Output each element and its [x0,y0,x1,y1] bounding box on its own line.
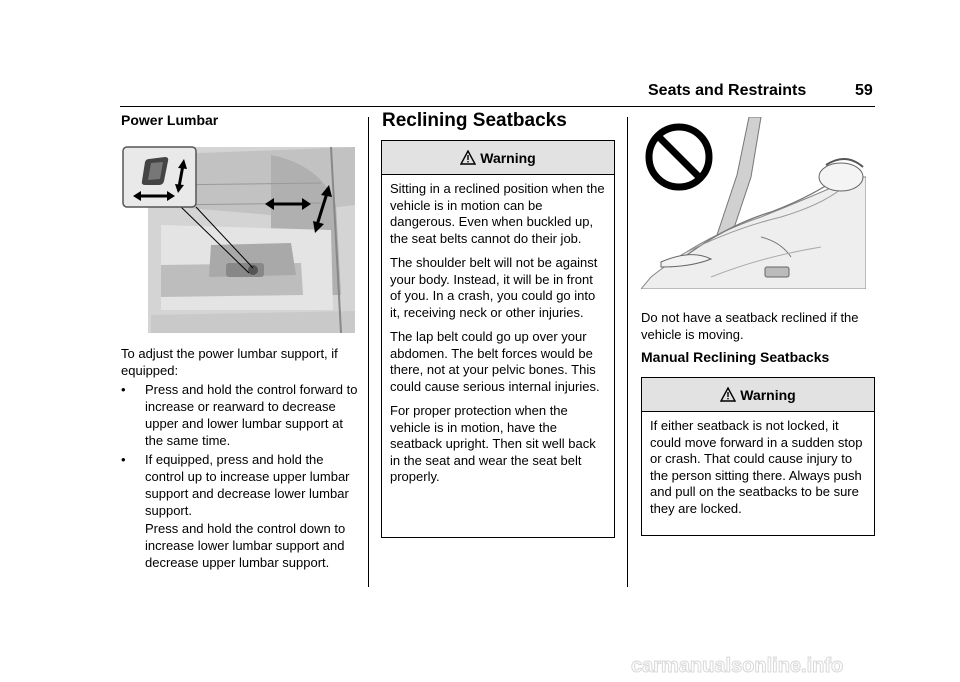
power-lumbar-heading: Power Lumbar [121,112,219,128]
manual-reclining-warning-box [641,377,875,536]
bullet-marker: • [121,452,126,467]
warning-paragraph: The lap belt could go up over your abdomen. The belt forces would be there, not at your pelvic bones. This could cause serious internal injuries. [390,329,600,394]
bullet-text: If equipped, press and hold the control up to increase upper lumbar support and decrease lower lumbar support. [145,452,350,518]
header-rule [120,106,875,107]
power-lumbar-illustration [121,145,355,333]
power-lumbar-note: Press and hold the control down to increase lower lumbar support and decrease upper lumbar support. [145,521,346,570]
reclining-seatbacks-heading: Reclining Seatbacks [382,110,567,131]
warning-label: Warning [480,149,536,166]
column-divider-right [627,117,628,587]
power-lumbar-bullet-1 [121,381,361,449]
running-header-title: Seats and Restraints [648,82,807,99]
page-number: 59 [855,82,873,99]
warning-paragraph: For proper protection when the vehicle is in motion, have the seatback upright. Then sit well back in the seat and wear the seat belt properly. [390,403,596,484]
power-lumbar-intro: To adjust the power lumbar support, if equipped: [121,346,338,378]
power-lumbar-bullet-2 [121,451,361,519]
warning-header [382,141,614,175]
warning-label: Warning [740,386,796,403]
reclining-warning-box [381,140,615,538]
warning-paragraph: Sitting in a reclined position when the vehicle is in motion can be dangerous. Even when buckled up, the seat belts cannot do their job. [390,181,605,246]
reclined-occupant-illustration [641,117,866,289]
column-divider-left [368,117,369,587]
bullet-text: Press and hold the control forward to increase or rearward to decrease upper and lower lumbar support at the same time. [145,382,358,448]
svg-text:carmanualsonline.info: carmanualsonline.info [631,655,844,677]
warning-header [642,378,874,412]
warning-paragraph: If either seatback is not locked, it could move forward in a sudden stop or crash. That could cause injury to the person sitting there. Always push and pull on the seatbacks to be sure they are locked. [650,418,863,516]
warning-paragraph: The shoulder belt will not be against your body. Instead, it will be in front of you. In a crash, you could go into it, receiving neck or other injuries. [390,255,598,320]
warning-icon [720,387,736,402]
warning-icon [460,150,476,165]
manual-reclining-heading: Manual Reclining Seatbacks [641,349,830,365]
watermark-logo [627,653,957,677]
bullet-marker: • [121,382,126,397]
recline-caption: Do not have a seatback reclined if the vehicle is moving. [641,310,859,342]
